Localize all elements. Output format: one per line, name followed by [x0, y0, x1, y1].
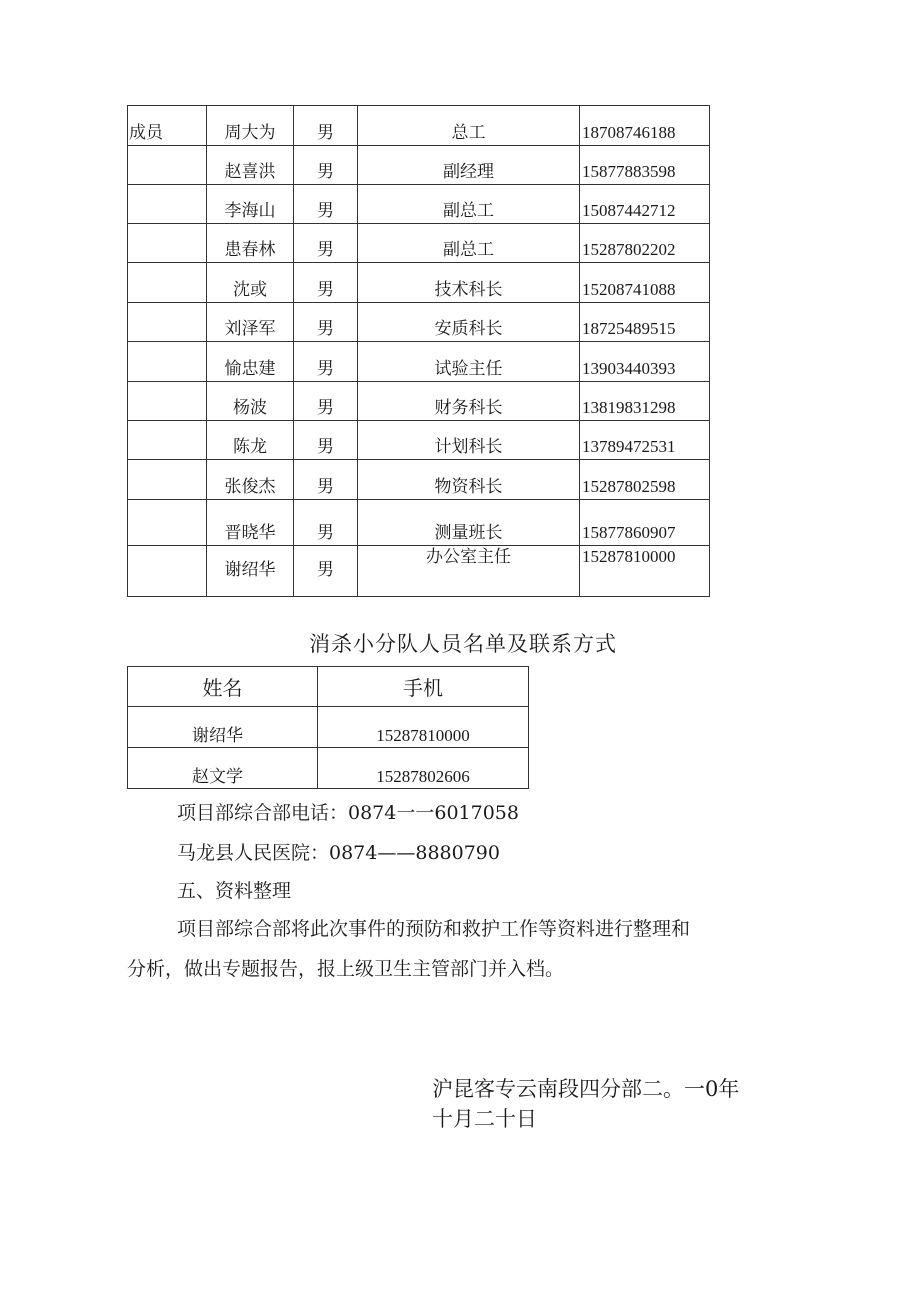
member-title-cell: 技术科长 — [358, 263, 580, 303]
member-row — [128, 546, 710, 597]
squad-header-phone: 手机 — [318, 667, 529, 707]
member-name-cell: 杨波 — [207, 382, 294, 421]
member-sex-cell: 男 — [294, 342, 358, 382]
member-phone-cell: 15287810000 — [580, 546, 710, 597]
member-row — [128, 500, 710, 546]
squad-phone-cell: 15287802606 — [318, 748, 529, 789]
squad-header-name: 姓名 — [128, 667, 318, 707]
member-sex-cell: 男 — [294, 303, 358, 342]
section-heading: 五、资料整理 — [177, 880, 292, 902]
member-name-cell: 沈或 — [207, 263, 294, 303]
member-role-cell — [128, 421, 207, 460]
member-role-cell — [128, 146, 207, 185]
squad-row — [128, 707, 529, 748]
member-sex-cell: 男 — [294, 146, 358, 185]
member-row — [128, 106, 710, 146]
member-title-cell: 试验主任 — [358, 342, 580, 382]
member-title-cell: 总工 — [358, 106, 580, 146]
member-phone-cell: 15877883598 — [580, 146, 710, 185]
member-sex-cell: 男 — [294, 185, 358, 224]
member-row — [128, 421, 710, 460]
member-role-cell — [128, 224, 207, 263]
member-name-cell: 患春林 — [207, 224, 294, 263]
member-title-cell: 副经理 — [358, 146, 580, 185]
member-row — [128, 224, 710, 263]
signature-org: 沪昆客专云南段四分部二。一0年 — [432, 1077, 740, 1101]
hospital-phone-line: 马龙县人民医院：0874——8880790 — [177, 842, 500, 864]
squad-row — [128, 748, 529, 789]
member-phone-cell: 18708746188 — [580, 106, 710, 146]
member-title-cell: 测量班长 — [358, 500, 580, 546]
member-sex-cell: 男 — [294, 224, 358, 263]
member-row — [128, 342, 710, 382]
member-name-cell: 周大为 — [207, 106, 294, 146]
member-phone-cell: 15287802202 — [580, 224, 710, 263]
squad-phone-cell: 15287810000 — [318, 707, 529, 748]
paragraph-line-1: 项目部综合部将此次事件的预防和救护工作等资料进行整理和 — [177, 918, 691, 940]
member-title-cell: 副总工 — [358, 224, 580, 263]
member-role-cell — [128, 342, 207, 382]
signature-date: 十月二十日 — [432, 1107, 537, 1131]
squad-name-cell: 赵文学 — [128, 748, 318, 789]
member-row — [128, 303, 710, 342]
member-name-cell: 晋晓华 — [207, 500, 294, 546]
member-row — [128, 185, 710, 224]
member-sex-cell: 男 — [294, 460, 358, 500]
member-role-cell — [128, 303, 207, 342]
member-name-cell: 赵喜洪 — [207, 146, 294, 185]
member-phone-cell: 15287802598 — [580, 460, 710, 500]
member-row — [128, 263, 710, 303]
member-sex-cell: 男 — [294, 500, 358, 546]
squad-table — [127, 666, 529, 789]
member-phone-cell: 13819831298 — [580, 382, 710, 421]
squad-title: 消杀小分队人员名单及联系方式 — [309, 632, 617, 656]
member-role-cell — [128, 185, 207, 224]
member-phone-cell: 13789472531 — [580, 421, 710, 460]
member-title-cell: 办公室主任 — [358, 546, 580, 597]
member-role-cell — [128, 500, 207, 546]
member-sex-cell: 男 — [294, 546, 358, 597]
member-name-cell: 谢绍华 — [207, 546, 294, 597]
member-row — [128, 146, 710, 185]
member-row — [128, 460, 710, 500]
member-role-cell — [128, 263, 207, 303]
member-sex-cell: 男 — [294, 421, 358, 460]
member-sex-cell: 男 — [294, 106, 358, 146]
member-sex-cell: 男 — [294, 382, 358, 421]
member-name-cell: 李海山 — [207, 185, 294, 224]
member-phone-cell: 15208741088 — [580, 263, 710, 303]
member-title-cell: 副总工 — [358, 185, 580, 224]
squad-name-cell: 谢绍华 — [128, 707, 318, 748]
member-phone-cell: 15877860907 — [580, 500, 710, 546]
member-role-cell — [128, 546, 207, 597]
squad-header-row — [128, 667, 529, 707]
member-phone-cell: 13903440393 — [580, 342, 710, 382]
member-title-cell: 计划科长 — [358, 421, 580, 460]
member-name-cell: 愉忠建 — [207, 342, 294, 382]
member-phone-cell: 15087442712 — [580, 185, 710, 224]
paragraph-line-2: 分析，做出专题报告，报上级卫生主管部门并入档。 — [127, 958, 565, 980]
member-title-cell: 安质科长 — [358, 303, 580, 342]
member-title-cell: 财务科长 — [358, 382, 580, 421]
member-role-cell — [128, 382, 207, 421]
office-phone-line: 项目部综合部电话：0874一一6017058 — [177, 802, 519, 824]
member-sex-cell: 男 — [294, 263, 358, 303]
member-role-cell: 成员 — [128, 106, 207, 146]
members-table — [127, 105, 710, 597]
member-name-cell: 陈龙 — [207, 421, 294, 460]
member-name-cell: 刘泽军 — [207, 303, 294, 342]
member-title-cell: 物资科长 — [358, 460, 580, 500]
member-row — [128, 382, 710, 421]
member-phone-cell: 18725489515 — [580, 303, 710, 342]
member-name-cell: 张俊杰 — [207, 460, 294, 500]
member-role-cell — [128, 460, 207, 500]
